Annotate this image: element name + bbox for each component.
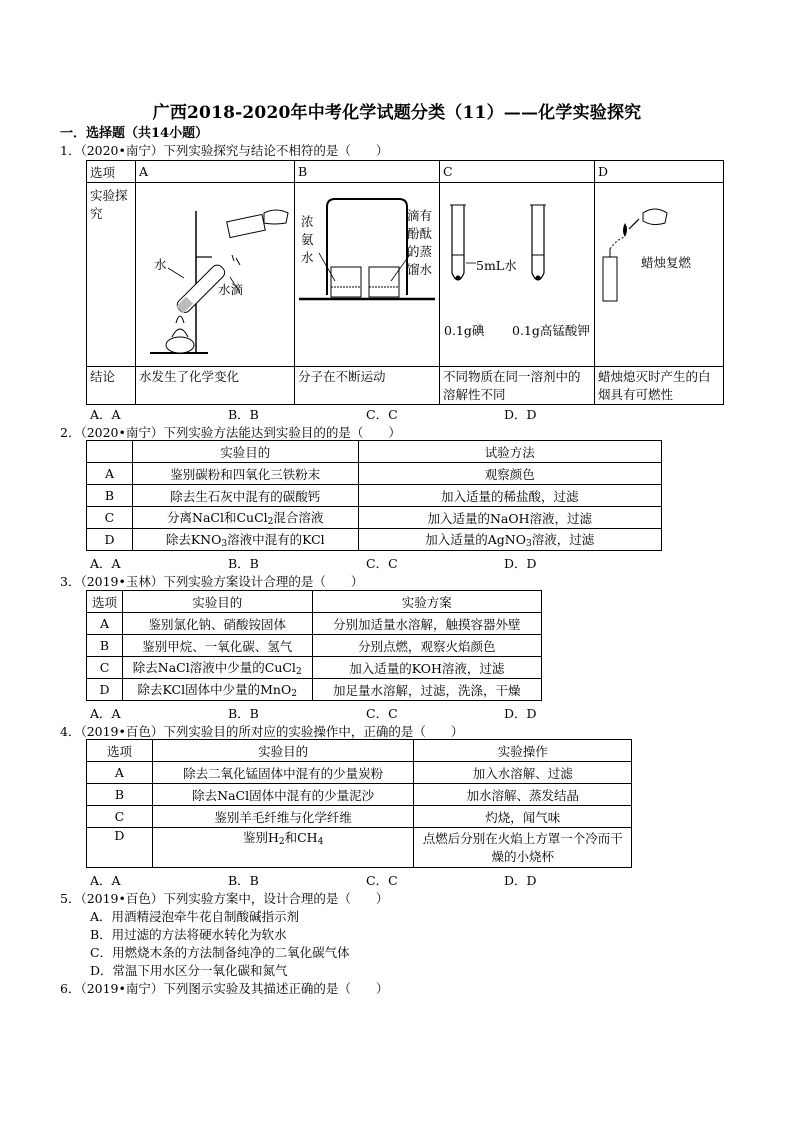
- q1-option-b[interactable]: B．B: [228, 407, 259, 422]
- q3-row-a-method: 分别加适量水溶解，触摸容器外壁: [312, 613, 541, 635]
- q4-row-c-opt: C: [87, 806, 153, 828]
- q2-header-goal: 实验目的: [132, 441, 358, 463]
- q2-options: [90, 554, 642, 572]
- q4-row-d-goal: 鉴别$H_2$和$CH_4$: [152, 828, 414, 868]
- q3-row-c-opt: C: [87, 657, 123, 679]
- q4-header-option: 选项: [87, 740, 153, 762]
- q4-header-goal: 实验目的: [152, 740, 414, 762]
- q1-row-label-exp: 实验探究: [87, 183, 136, 367]
- q2-stem: 2．（2020•南宁）下列实验方法能达到实验目的的是（ ）: [60, 425, 401, 440]
- q3-header-goal: 实验目的: [122, 591, 312, 613]
- q4-option-c[interactable]: C．C: [366, 873, 398, 888]
- q3-stem: 3．（2019•玉林）下列实验方案设计合理的是（ ）: [60, 574, 364, 589]
- q2-option-b[interactable]: B．B: [228, 556, 259, 571]
- q3-row-d-goal: 除去KCl固体中少量的MnO$_2$: [122, 679, 312, 701]
- q2-option-d[interactable]: D．D: [504, 556, 537, 571]
- q3-row-d-method: 加足量水溶解，过滤，洗涤，干燥: [312, 679, 541, 701]
- q5-choice-d[interactable]: D．常温下用水区分一氧化碳和氮气: [90, 963, 288, 978]
- q4-row-d-method: 点燃后分别在火焰上方罩一个冷而干燥的小烧杯: [414, 828, 632, 868]
- q1-options: [90, 405, 642, 423]
- q2-row-d-opt: D: [87, 529, 133, 551]
- q6-stem: 6．（2019•南宁）下列图示实验及其描述正确的是（ ）: [60, 981, 389, 996]
- q2-row-a-opt: A: [87, 463, 133, 485]
- q3-table: [86, 590, 542, 701]
- section-heading: 一．选择题（共14小题）: [60, 126, 209, 141]
- q2-option-a[interactable]: A．A: [90, 556, 121, 571]
- q3-row-b-method: 分别点燃，观察火焰颜色: [312, 635, 541, 657]
- q3-header-option: 选项: [87, 591, 123, 613]
- q4-row-c-method: 灼烧，闻气味: [414, 806, 632, 828]
- fig-c-label-water: 5mL水: [476, 258, 517, 273]
- q3-option-a[interactable]: A．A: [90, 706, 121, 721]
- q1-stem: 1．（2020•南宁）下列实验探究与结论不相符的是（ ）: [60, 143, 389, 158]
- q3-options: [90, 704, 642, 722]
- q3-row-d-opt: D: [87, 679, 123, 701]
- q4-row-c-goal: 鉴别羊毛纤维与化学纤维: [152, 806, 414, 828]
- q3-row-a-goal: 鉴别氯化钠、硝酸铵固体: [122, 613, 312, 635]
- fig-c-label-iodine: 0.1g碘: [444, 323, 485, 338]
- q3-row-b-opt: B: [87, 635, 123, 657]
- q1-fig-a: [136, 183, 295, 367]
- fig-d-candle-icon: [595, 183, 723, 363]
- q5-choice-b[interactable]: B．用过滤的方法将硬水转化为软水: [90, 927, 287, 942]
- q2-row-c-opt: C: [87, 507, 133, 529]
- q1-option-a[interactable]: A．A: [90, 407, 121, 422]
- q4-stem: 4．（2019•百色）下列实验目的所对应的实验操作中，正确的是（ ）: [60, 724, 464, 739]
- q4-table: [86, 739, 632, 868]
- q1-header-option: 选项: [87, 161, 136, 183]
- fig-a-label-water: 水: [154, 257, 167, 272]
- q4-row-a-goal: 除去二氧化锰固体中混有的少量炭粉: [152, 762, 414, 784]
- q1-col-a: A: [136, 161, 295, 183]
- q2-row-b-opt: B: [87, 485, 133, 507]
- q3-option-c[interactable]: C．C: [366, 706, 398, 721]
- q1-col-b: B: [295, 161, 440, 183]
- q5-choice-a[interactable]: A．用酒精浸泡牵牛花自制酸碱指示剂: [90, 909, 300, 924]
- q4-row-b-method: 加水溶解、蒸发结晶: [414, 784, 632, 806]
- q2-header-method: 试验方法: [358, 441, 661, 463]
- q2-row-d-method: 加入适量的AgNO$_3$溶液，过滤: [358, 529, 661, 551]
- q4-options: [90, 871, 642, 889]
- q1-conc-c: 不同物质在同一溶剂中的溶解性不同: [440, 367, 595, 405]
- q2-row-b-method: 加入适量的稀盐酸，过滤: [358, 485, 661, 507]
- q1-option-d[interactable]: D．D: [504, 407, 537, 422]
- q2-row-b-goal: 除去生石灰中混有的碳酸钙: [132, 485, 358, 507]
- q4-row-b-opt: B: [87, 784, 153, 806]
- q2-row-c-method: 加入适量的NaOH溶液，过滤: [358, 507, 661, 529]
- q1-fig-c: [440, 183, 595, 367]
- q3-header-plan: 实验方案: [312, 591, 541, 613]
- q3-row-c-method: 加入适量的KOH溶液，过滤: [312, 657, 541, 679]
- q1-col-c: C: [440, 161, 595, 183]
- q5-choice-c[interactable]: C．用燃烧木条的方法制备纯净的二氧化碳气体: [90, 945, 350, 960]
- q5-stem: 5．（2019•百色）下列实验方案中，设计合理的是（ ）: [60, 891, 389, 906]
- q4-row-b-goal: 除去NaCl固体中混有的少量泥沙: [152, 784, 414, 806]
- q4-row-a-opt: A: [87, 762, 153, 784]
- q3-option-b[interactable]: B．B: [228, 706, 259, 721]
- q2-row-d-goal: 除去$KNO_3$溶液中混有的KCl: [132, 529, 358, 551]
- q4-option-a[interactable]: A．A: [90, 873, 121, 888]
- q4-option-d[interactable]: D．D: [504, 873, 537, 888]
- q2-row-a-goal: 鉴别碳粉和四氧化三铁粉末: [132, 463, 358, 485]
- fig-d-label-relight: 蜡烛复燃: [641, 255, 692, 270]
- fig-b-label-ammonia: 浓氨水: [301, 214, 314, 265]
- q2-row-a-method: 观察颜色: [358, 463, 661, 485]
- q2-row-c-goal: 分离NaCl和CuCl$_2$混合溶液: [132, 507, 358, 529]
- q1-fig-d: [595, 183, 724, 367]
- q4-row-a-method: 加入水溶解、过滤: [414, 762, 632, 784]
- q1-conc-b: 分子在不断运动: [295, 367, 440, 405]
- fig-a-heating-tube-icon: [136, 183, 294, 363]
- q3-row-c-goal: 除去NaCl溶液中少量的CuCl$_2$: [122, 657, 312, 679]
- q1-col-d: D: [595, 161, 724, 183]
- q1-conc-a: 水发生了化学变化: [136, 367, 295, 405]
- q2-option-c[interactable]: C．C: [366, 556, 398, 571]
- q4-header-operation: 实验操作: [414, 740, 632, 762]
- fig-a-label-drops: 水滴: [218, 282, 244, 297]
- q3-row-a-opt: A: [87, 613, 123, 635]
- q2-table: [86, 440, 662, 551]
- q1-option-c[interactable]: C．C: [366, 407, 398, 422]
- q1-fig-b: [295, 183, 440, 367]
- q2-header-blank: [87, 441, 133, 463]
- q3-option-d[interactable]: D．D: [504, 706, 537, 721]
- q1-conc-d: 蜡烛熄灭时产生的白烟具有可燃性: [595, 367, 724, 405]
- q3-row-b-goal: 鉴别甲烷、一氧化碳、氢气: [122, 635, 312, 657]
- q1-table: [86, 160, 724, 405]
- q4-option-b[interactable]: B．B: [228, 873, 259, 888]
- page-title: 广西2018-2020年中考化学试题分类（11）——化学实验探究: [152, 103, 642, 123]
- q1-row-label-conc: 结论: [87, 367, 136, 405]
- fig-c-label-permanganate: 0.1g高锰酸钾: [512, 323, 590, 338]
- fig-b-label-phenolphthalein: 滴有酚酞的蒸馏水: [407, 208, 433, 277]
- q4-row-d-opt: D: [87, 828, 153, 868]
